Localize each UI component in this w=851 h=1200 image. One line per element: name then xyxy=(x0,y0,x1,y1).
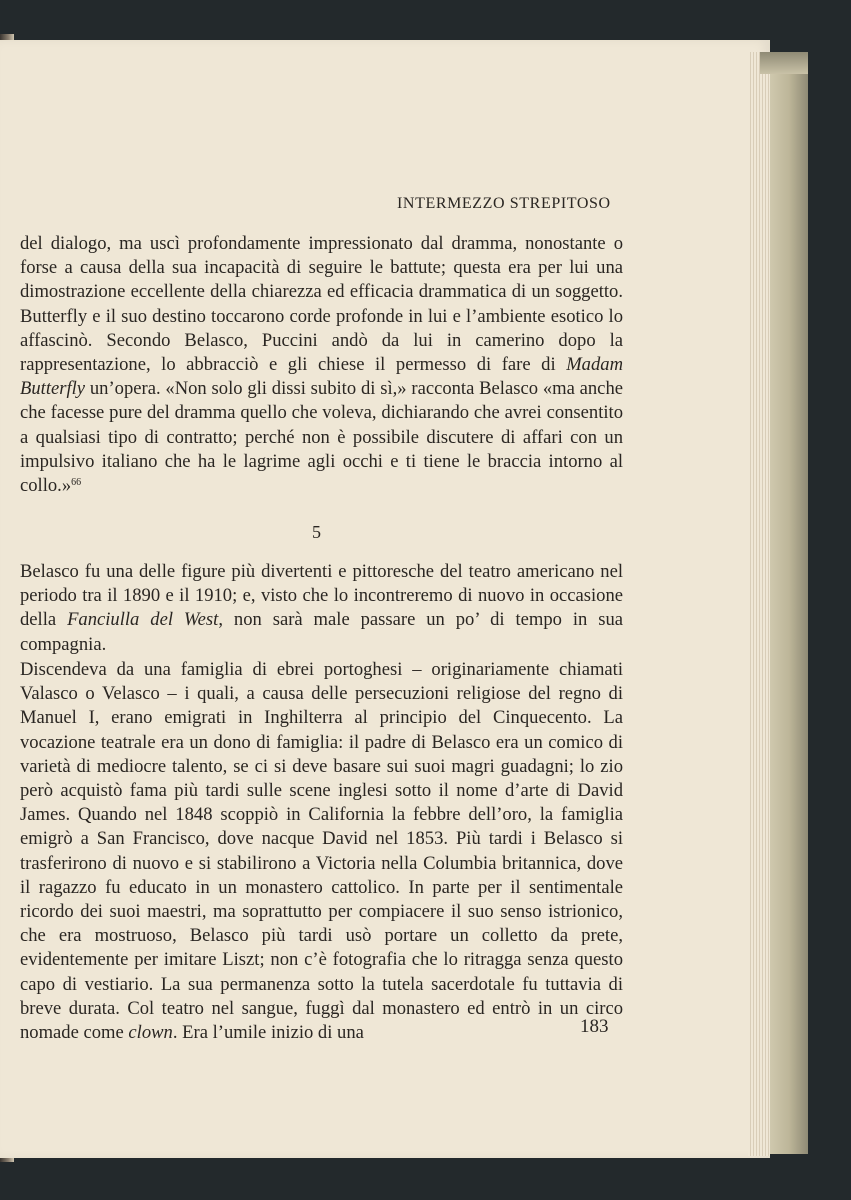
book-cover-edge xyxy=(770,52,808,1154)
paragraph-3 xyxy=(20,658,623,1045)
work-title: Madam Butterfly xyxy=(20,354,623,400)
paragraph-text: del dialogo, ma uscì profondamente impressionato dal dramma, nonostante o forse a causa della sua incapacità di seguire le battute; questa era per lui una dimostrazione eccellente della chiarezza ed efficacia drammatica di un soggetto. Butterfly e il suo destino toccarono corde profonde in lui e l’ambiente esotico lo affascinò. Secondo Belasco, Puccini andò da lui in camerino dopo la rappresentazione, lo abbracciò e gli chiese il permesso di fare di xyxy=(20,233,623,376)
paragraph-1 xyxy=(20,232,623,498)
paragraph-text: un’opera. «Non solo gli dissi subito di sì,» racconta Belasco «ma anche che facesse pure del dramma quello che voleva, dichiarando che avrei consentito a qualsiasi tipo di contratto; perché non è possibile discutere di affari con un impulsivo italiano che ha le lagrime agli occhi e ti tiene le braccia intorno al collo.» xyxy=(20,378,623,497)
page-number: 183 xyxy=(580,1016,609,1037)
work-title: Fanciulla del West xyxy=(67,609,219,631)
running-head: INTERMEZZO STREPITOSO xyxy=(397,195,611,212)
paragraph-2 xyxy=(20,560,623,657)
paragraph-text: , non sarà male passare un po’ di tempo in sua compagnia. xyxy=(20,609,623,655)
footnote-marker: 66 xyxy=(71,477,82,489)
paragraph-text: . Era l’umile inizio di una xyxy=(172,1022,364,1044)
section-number: 5 xyxy=(312,522,321,542)
book-cover-corner xyxy=(760,52,808,74)
paragraph-text: Discendeva da una famiglia di ebrei portoghesi – originariamente chiamati Valasco o Velasco – i quali, a causa delle persecuzioni religiose del regno di Manuel I, erano emigrati in Inghilterra al principio del Cinquecento. La vocazione teatrale era un dono di famiglia: il padre di Belasco era un comico di varietà di mediocre talento, se ci si deve basare sui suoi magri guadagni; lo zio però acquistò fama più tardi sulle scene inglesi sotto il nome d’arte di David James. Quando nel 1848 scoppiò in California la febbre dell’oro, la famiglia emigrò a San Francisco, dove nacque David nel 1853. Più tardi i Belasco si trasferirono di nuovo e si stabilirono a Victoria nella Columbia britannica, dove il ragazzo fu educato in un monastero cattolico. In parte per il sentimentale ricordo dei suoi maestri, ma soprattutto per compiacere il suo senso istrionico, che era mostruoso, Belasco più tardi usò portare un colletto da prete, evidentemente per imitare Liszt; non c’è fotografia che lo ritragga senza questo capo di vestiario. La sua permanenza sotto la tutela sacerdotale fu tuttavia di breve durata. Col teatro nel sangue, fuggì dal monastero ed entrò in un circo nomade come xyxy=(20,659,623,1044)
page-edges xyxy=(748,52,770,1156)
italic-term: clown xyxy=(128,1022,173,1044)
paragraph-text: Belasco fu una delle figure più divertenti e pittoresche del teatro americano nel periodo tra il 1890 e il 1910; e, visto che lo incontreremo di nuovo in occasione della xyxy=(20,561,623,631)
